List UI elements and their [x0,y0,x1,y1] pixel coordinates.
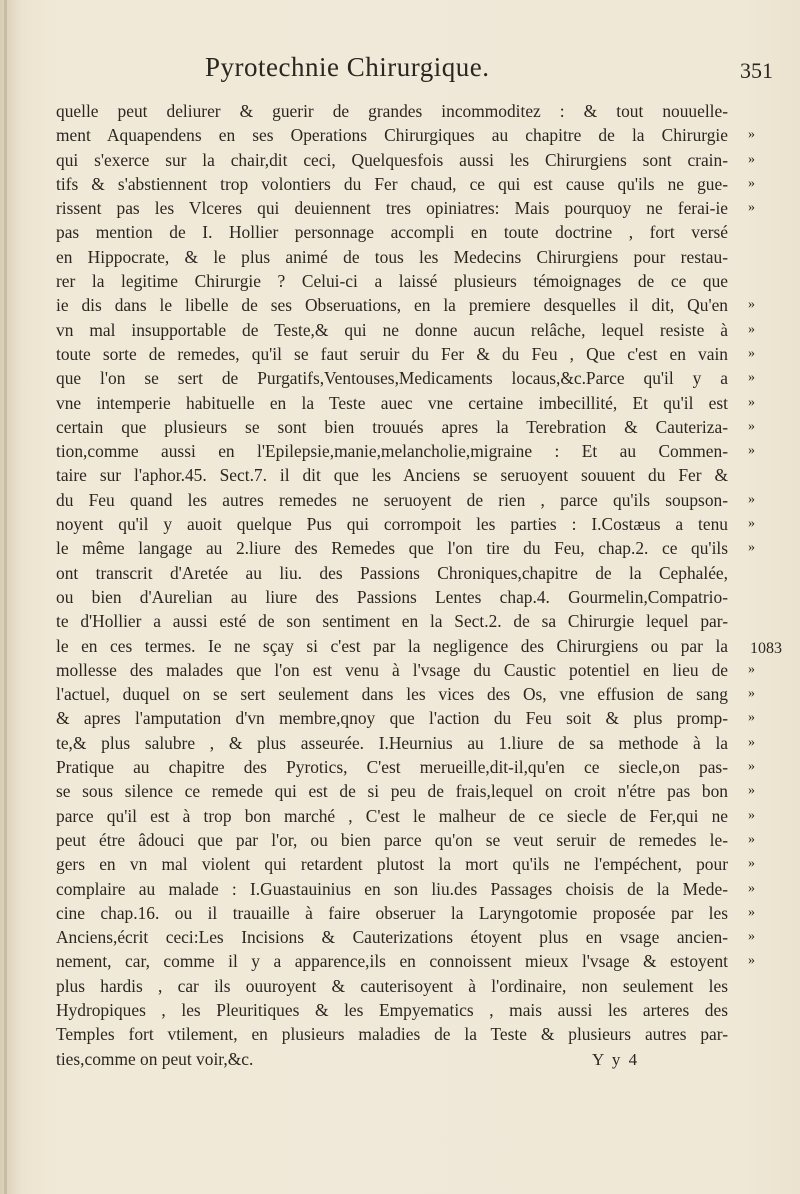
text-line: Anciens,écrit ceci:Les Incisions & Cauterizations étoyent plus en vsage ancien- [56,927,728,948]
text-line: quelle peut deliurer & guerir de grandes incommoditez : & tout nouuelle- [56,101,728,121]
text-line: rissent pas les Vlceres qui deuiennent tres opiniatres: Mais pourquoy ne ferai-ie [56,198,728,219]
quote-mark: » [748,516,755,532]
quote-mark: » [748,686,755,702]
quote-mark [748,245,788,269]
quote-mark: » [748,831,755,847]
running-title: Pyrotechnie Chirurgique. [205,52,490,82]
text-line: toute sorte de remedes, qu'il se faut seruir du Fer & du Feu , Que c'est en vain [56,343,728,364]
quote-mark [748,585,788,609]
text-line: parce qu'il est à trop bon marché , C'est le malheur de ce siecle de Fer,qui ne [56,805,728,826]
text-line: ment Aquapendens en ses Operations Chirurgiques au chapitre de la Chirurgie [56,125,728,146]
quote-mark: » [748,200,755,216]
text-line: Pratique au chapitre des Pyrotics, C'est merueille,dit-il,qu'en ce siecle,on pas- [56,757,728,778]
quote-mark: » [748,370,755,386]
quote-mark: » [748,127,755,143]
quotation-margin-marks [748,99,788,1071]
quote-mark [748,974,788,998]
quote-mark: » [748,418,755,434]
text-line: cine chap.16. ou il trauaille à faire obseruer la Laryngotomie proposée par les [56,902,728,923]
quote-mark: » [748,734,755,750]
quote-mark: » [748,856,755,872]
quote-mark: » [748,807,755,823]
quote-mark [748,998,788,1022]
text-line: du Feu quand les autres remedes ne seruoyent de rien , parce qu'ils soupson- [56,489,728,510]
quote-mark [748,609,788,633]
text-line: pas mention de I. Hollier personnage accompli en toute doctrine , fort versé [56,222,728,243]
quote-mark: » [748,443,755,459]
text-line: peut étre âdouci que par l'or, ou bien parce qu'on se veut seruir de remedes le- [56,829,728,850]
text-line: tifs & s'abstiennent trop volontiers du Fer chaud, ce qui est cause qu'ils ne gue- [56,173,728,194]
text-line: en Hippocrate, & le plus animé de tous les Medecins Chirurgiens pour restau- [56,246,728,267]
quote-mark: » [748,540,755,556]
margin-note: 1083 [750,640,782,657]
quote-mark: » [748,491,755,507]
text-line: qui s'exerce sur la chair,dit ceci, Quelquesfois aussi les Chirurgiens sont crain- [56,149,728,170]
text-line: que l'on se sert de Purgatifs,Ventouses,Medicaments locaus,&c.Parce qu'il y a [56,368,728,389]
quote-mark: » [748,759,755,775]
printer-signature: Y y 4 [592,1050,640,1069]
quote-mark [748,99,788,123]
text-line: le même langage au 2.liure des Remedes que l'on tire du Feu, chap.2. ce qu'ils [56,538,728,559]
quote-mark: » [748,297,755,313]
page-header [0,52,800,92]
text-line: vn mal insupportable de Teste,& qui ne donne aucun relâche, lequel resiste à [56,319,728,340]
text-line: ou bien d'Aurelian au liure des Passions Lentes chap.4. Gourmelin,Compatrio- [56,586,728,607]
text-line: ties,comme on peut voir,&c. [56,1048,254,1069]
quote-mark: » [748,904,755,920]
text-line: gers en vn mal violent qui retardent plutost la mort qu'ils ne l'empéchent, pour [56,854,728,875]
quote-mark: » [748,783,755,799]
text-line: tion,comme aussi en l'Epilepsie,manie,melancholie,migraine : Et au Commen- [56,441,728,462]
text-line: rer la legitime Chirurgie ? Celui-ci a laissé plusieurs témoignages de ce que [56,271,728,292]
quote-mark: » [748,175,755,191]
body-text [56,99,728,1071]
text-line: Hydropiques , les Pleuritiques & les Empyematics , mais aussi les arteres des [56,999,728,1020]
text-line: Temples fort vtilement, en plusieurs maladies de la Teste & plusieurs autres par- [56,1024,728,1045]
text-line: ont transcrit d'Aretée au liu. des Passions Chroniques,chapitre de la Cephalée, [56,562,728,583]
text-line: & apres l'amputation d'vn membre,qnoy que l'action du Feu soit & plus promp- [56,708,728,729]
text-line: se sous silence ce remede qui est de si peu de frais,lequel on croit n'étre pas bon [56,781,728,802]
quote-mark [748,220,788,244]
quote-mark: » [748,880,755,896]
quote-mark: » [748,929,755,945]
text-line: certain que plusieurs se sont bien trouués apres la Terebration & Cauteriza- [56,416,728,437]
quote-mark: » [748,151,755,167]
text-line: l'actuel, duquel on se sert seulement dans les vices des Os, vne effusion de sang [56,684,728,705]
page-number: 351 [740,58,773,83]
text-line: mollesse des malades que l'on est venu à l'vsage du Caustic potentiel en lieu de [56,659,728,680]
quote-mark: » [748,321,755,337]
text-line: vne intemperie habituelle en la Teste auec vne certaine imbecillité, Et qu'il est [56,392,728,413]
quote-mark [748,1047,788,1071]
quote-mark [748,1022,788,1046]
text-line: le en ces termes. Ie ne sçay si c'est par la negligence des Chirurgiens ou par la [56,635,728,656]
quote-mark: » [748,345,755,361]
text-line: noyent qu'il y auoit quelque Pus qui corrompoit les parties : I.Costæus a tenu [56,514,728,535]
quote-mark: » [748,661,755,677]
text-line: nement, car, comme il y a apparence,ils en connoissent mieux l'vsage & estoyent [56,951,728,972]
quote-mark: » [748,710,755,726]
text-line: ie dis dans le libelle de ses Obseruations, en la premiere desquelles il dit, Qu'en [56,295,728,316]
text-line: te d'Hollier a aussi esté de son sentiment en la Sect.2. de sa Chirurgie lequel par- [56,611,728,632]
quote-mark [748,561,788,585]
quote-mark [748,463,788,487]
quote-mark: » [748,953,755,969]
quote-mark: » [748,394,755,410]
binding-gutter [4,0,7,1194]
text-line: taire sur l'aphor.45. Sect.7. il dit que les Anciens se seruoyent souuent du Fer & [56,465,728,486]
quote-mark [748,269,788,293]
text-line: complaire au malade : I.Guastauinius en son liu.des Passages choisis de la Mede- [56,878,728,899]
text-line: te,& plus salubre , & plus asseurée. I.Heurnius au 1.liure de sa methode à la [56,732,728,753]
text-line: plus hardis , car ils ouuroyent & cauterisoyent à l'ordinaire, non seulement les [56,975,728,996]
